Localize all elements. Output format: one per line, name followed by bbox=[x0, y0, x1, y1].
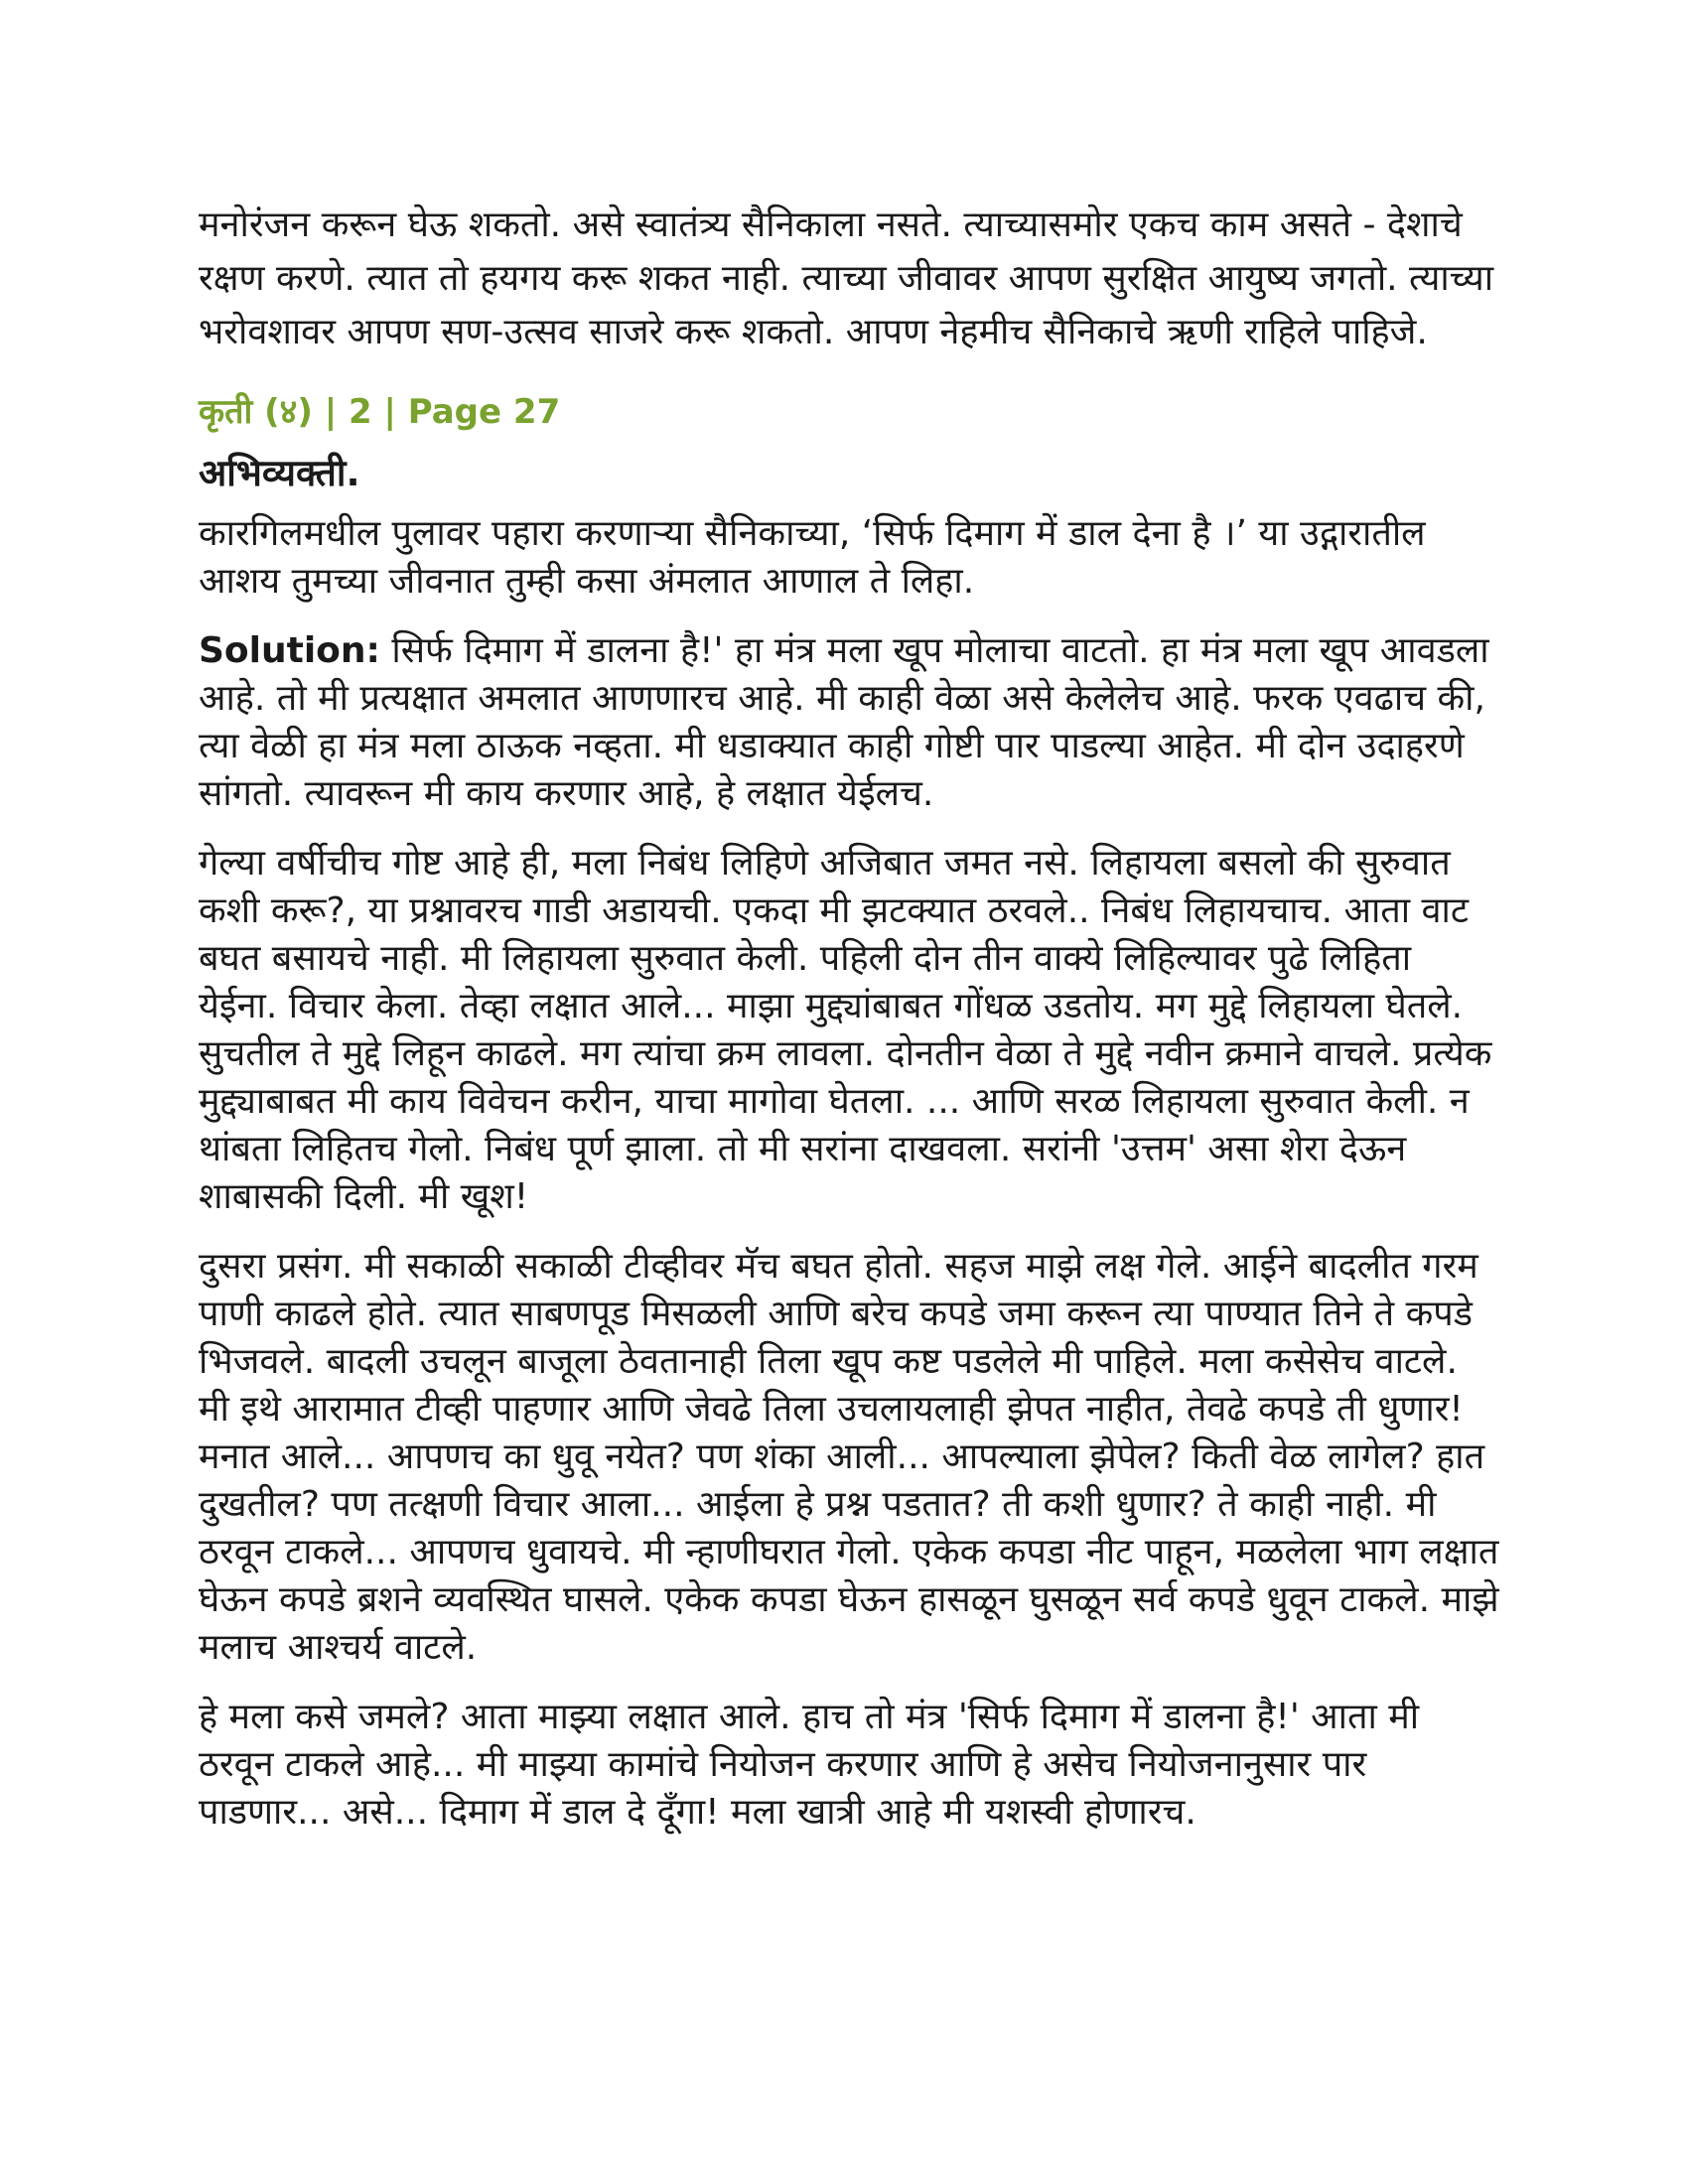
intro-paragraph: मनोरंजन करून घेऊ शकतो. असे स्वातंत्र्य सैनिकाला नसते. त्याच्यासमोर एकच काम असते - देशाचे रक्षण करणे. त्यात तो हयगय करू शकत नाही. त्याच्या जीवावर आपण सुरक्षित आयुष्य जगतो. त्याच्या भरोवशावर आपण सण-उत्सव साजरे करू शकतो. आपण नेहमीच सैनिकाचे ऋणी राहिले पाहिजे. bbox=[199, 205, 1494, 352]
document-page bbox=[199, 199, 1499, 1858]
question-text: कारगिलमधील पुलावर पहारा करणाऱ्या सैनिकाच्या, ‘सिर्फ दिमाग में डाल देना है ।’ या उद्गारातील आशय तुमच्या जीवनात तुम्ही कसा अंमलात आणाल ते लिहा. bbox=[199, 513, 1426, 602]
body-paragraph-3: हे मला कसे जमले? आता माझ्या लक्षात आले. हाच तो मंत्र 'सिर्फ दिमाग में डालना है!' आता मी ठरवून टाकले आहे... मी माझ्या कामांचे नियोजन करणार आणि हे असेच नियोजनानुसार पार पाडणार... असे... दिमाग में डाल दे दूँगा! मला खात्री आहे मी यशस्वी होणारच. bbox=[199, 1697, 1420, 1833]
solution-label: Solution: bbox=[199, 630, 380, 671]
solution-text: सिर्फ दिमाग में डालना है!' हा मंत्र मला खूप मोलाचा वाटतो. हा मंत्र मला खूप आवडला आहे. तो मी प्रत्यक्षात अमलात आणणारच आहे. मी काही वेळा असे केलेलेच आहे. फरक एवढाच की, त्या वेळी हा मंत्र मला ठाऊक नव्हता. मी धडाक्यात काही गोष्टी पार पाडल्या आहेत. मी दोन उदाहरणे सांगतो. त्यावरून मी काय करणार आहे, हे लक्षात येईलच. bbox=[199, 630, 1489, 814]
body-paragraph-2: दुसरा प्रसंग. मी सकाळी सकाळी टीव्हीवर मॅच बघत होतो. सहज माझे लक्ष गेले. आईने बादलीत गरम पाणी काढले होते. त्यात साबणपूड मिसळली आणि बरेच कपडे जमा करून त्या पाण्यात तिने ते कपडे भिजवले. बादली उचलून बाजूला ठेवतानाही तिला खूप कष्ट पडलेले मी पाहिले. मला कसेसेच वाटले. मी इथे आरामात टीव्ही पाहणार आणि जेवढे तिला उचलायलाही झेपत नाहीत, तेवढे कपडे ती धुणार! मनात आले... आपणच का धुवू नयेत? पण शंका आली... आपल्याला झेपेल? किती वेळ लागेल? हात दुखतील? पण तत्क्षणी विचार आला... आईला हे प्रश्न पडतात? ती कशी धुणार? ते काही नाही. मी ठरवून टाकले... आपणच धुवायचे. मी न्हाणीघरात गेलो. एकेक कपडा नीट पाहून, मळलेला भाग लक्षात घेऊन कपडे ब्रशने व्यवस्थित घासले. एकेक कपडा घेऊन हासळून घुसळून सर्व कपडे धुवून टाकले. माझे मलाच आश्चर्य वाटले. bbox=[199, 1246, 1499, 1668]
body-paragraph-1: गेल्या वर्षीचीच गोष्ट आहे ही, मला निबंध लिहिणे अजिबात जमत नसे. लिहायला बसलो की सुरुवात कशी करू?, या प्रश्नावरच गाडी अडायची. एकदा मी झटक्यात ठरवले.. निबंध लिहायचाच. आता वाट बघत बसायचे नाही. मी लिहायला सुरुवात केली. पहिली दोन तीन वाक्ये लिहिल्यावर पुढे लिहिता येईना. विचार केला. तेव्हा लक्षात आले... माझा मुद्द्यांबाबत गोंधळ उडतोय. मग मुद्दे लिहायला घेतले. सुचतील ते मुद्दे लिहून काढले. मग त्यांचा क्रम लावला. दोनतीन वेळा ते मुद्दे नवीन क्रमाने वाचले. प्रत्येक मुद्द्याबाबत मी काय विवेचन करीन, याचा मागोवा घेतला. ... आणि सरळ लिहायला सुरुवात केली. न थांबता लिहितच गेलो. निबंध पूर्ण झाला. तो मी सरांना दाखवला. सरांनी 'उत्तम' असा शेरा देऊन शाबासकी दिली. मी खूश! bbox=[199, 843, 1492, 1217]
sub-heading: अभिव्यक्ती. bbox=[199, 452, 360, 494]
section-heading: कृती (४) | 2 | Page 27 bbox=[199, 392, 561, 432]
solution-paragraph bbox=[199, 627, 1499, 818]
